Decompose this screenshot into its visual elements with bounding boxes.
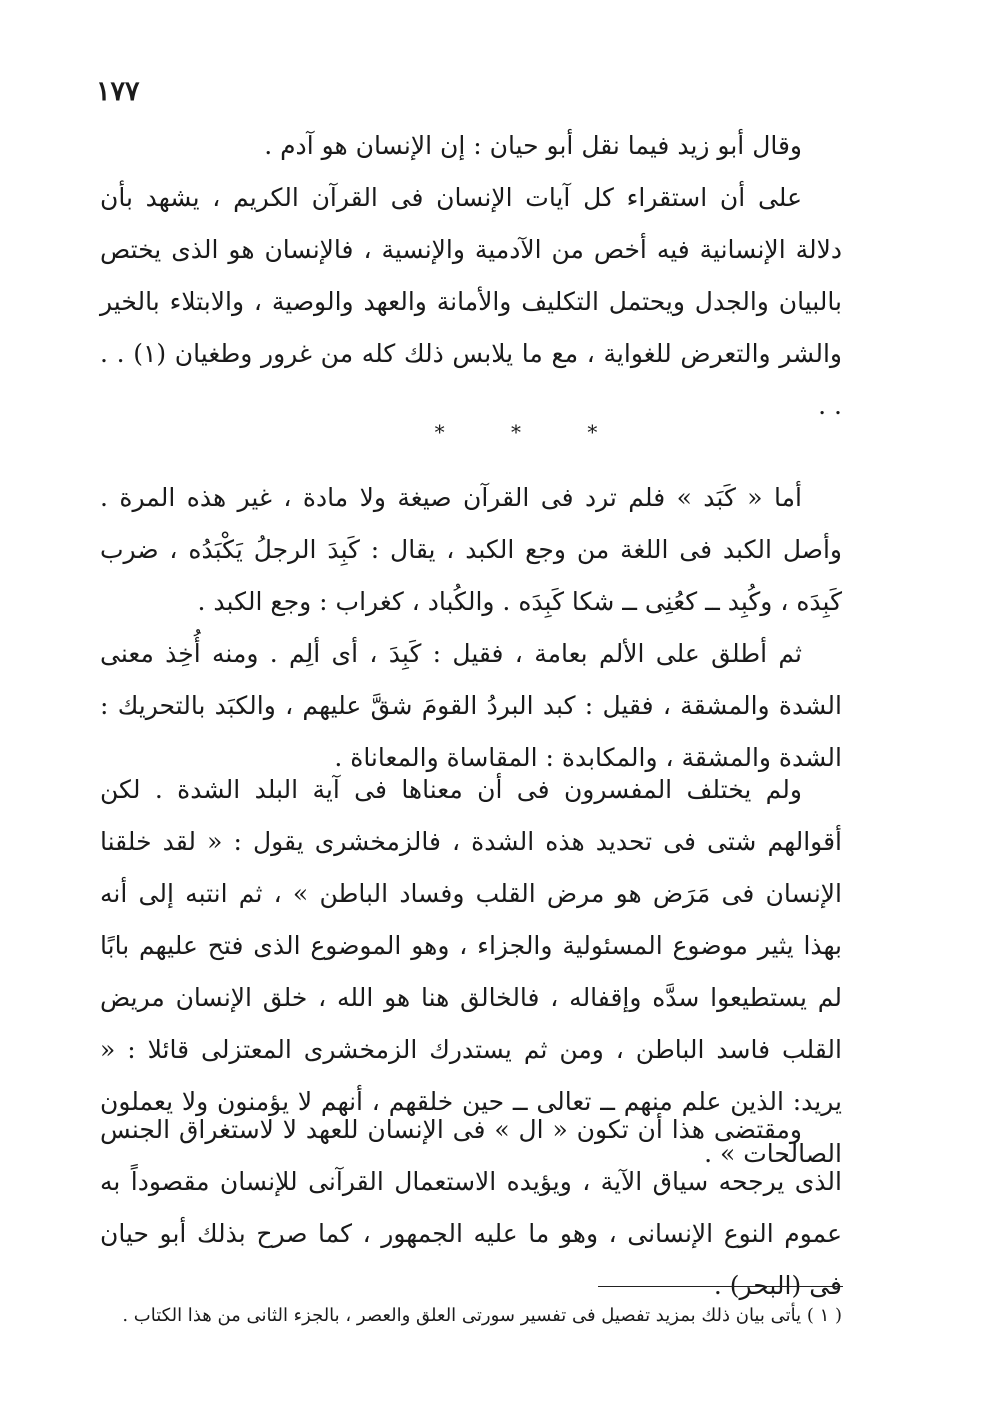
paragraph-kabad-pain: ثم أطلق على الألم بعامة ، فقيل : كَبِدَ ، أى ألِم . ومنه أُخِذ معنى الشدة والمشقة ، فقيل : كبد البردُ القومَ شقَّ عليهم ، والكبَد بالتحريك : الشدة والمشقة ، والمكابدة : المقاساة والمعاناة .	[100, 639, 842, 772]
conclusion-section	[100, 1104, 842, 1312]
kabad-section	[100, 400, 842, 784]
paragraph-kabad-origin: أما « كَبَد » فلم ترد فى القرآن صيغة ولا مادة ، غير هذه المرة . وأصل الكبد فى اللغة من وجع الكبد ، يقال : كَبِدَ الرجلُ يَكْبَدُه ، ضرب كَبِدَه ، وكُبِد ــ كعُنِى ــ شكا كَبِدَه . والكُباد ، كغراب : وجع الكبد .	[100, 483, 842, 616]
footnote-text: ( ١ ) يأتى بيان ذلك بمزيد تفصيل فى تفسير سورتى العلق والعصر ، بالجزء الثانى من هذا الكتاب .	[122, 1305, 842, 1326]
paragraph-insan-meaning: على أن استقراء كل آيات الإنسان فى القرآن الكريم ، يشهد بأن دلالة الإنسانية فيه أخص من الآدمية والإنسية ، فالإنسان هو الذى يختص بالبيان والجدل ويحتمل التكليف والأمانة والعهد والوصية ، والابتلاء بالخير والشر والتعرض للغواية ، مع ما يلابس ذلك كله من غرور وطغيان (١) . . . .	[100, 183, 842, 420]
paragraph-al-definite: ومقتضى هذا أن تكون « ال » فى الإنسان للعهد لا لاستغراق الجنس الذى يرجحه سياق الآية ، ويؤيده الاستعمال القرآنى للإنسان مقصوداً به عموم النوع الإنسانى ، وهو ما عليه الجمهور ، كما صرح بذلك أبو حيان فى (البحر) .	[100, 1115, 842, 1300]
paragraph-commentators: ولم يختلف المفسرون فى أن معناها فى آية البلد الشدة . لكن أقوالهم شتى فى تحديد هذه الشدة ، فالزمخشرى يقول : « لقد خلقنا الإنسان فى مَرَض هو مرض القلب وفساد الباطن » ، ثم انتبه إلى أنه بهذا يثير موضوع المسئولية والجزاء ، وهو الموضوع الذى فتح عليهم بابًا لم يستطيعوا سدَّه وإقفاله ، فالخالق هنا هو الله ، خلق الإنسان مريض القلب فاسد الباطن ، ومن ثم يستدرك الزمخشرى المعتزلى قائلا : « يريد: الذين علم منهم ــ تعالى ــ حين خلقهم ، أنهم لا يؤمنون ولا يعملون الصالحات » .	[100, 775, 842, 1168]
section-separator: * * *	[434, 420, 628, 444]
intro-section	[100, 120, 842, 432]
footnote-divider	[598, 1286, 843, 1287]
page-number: ١٧٧	[96, 76, 140, 107]
footnote	[96, 1296, 842, 1336]
paragraph-abu-zayd: وقال أبو زيد فيما نقل أبو حيان : إن الإنسان هو آدم .	[264, 131, 802, 160]
